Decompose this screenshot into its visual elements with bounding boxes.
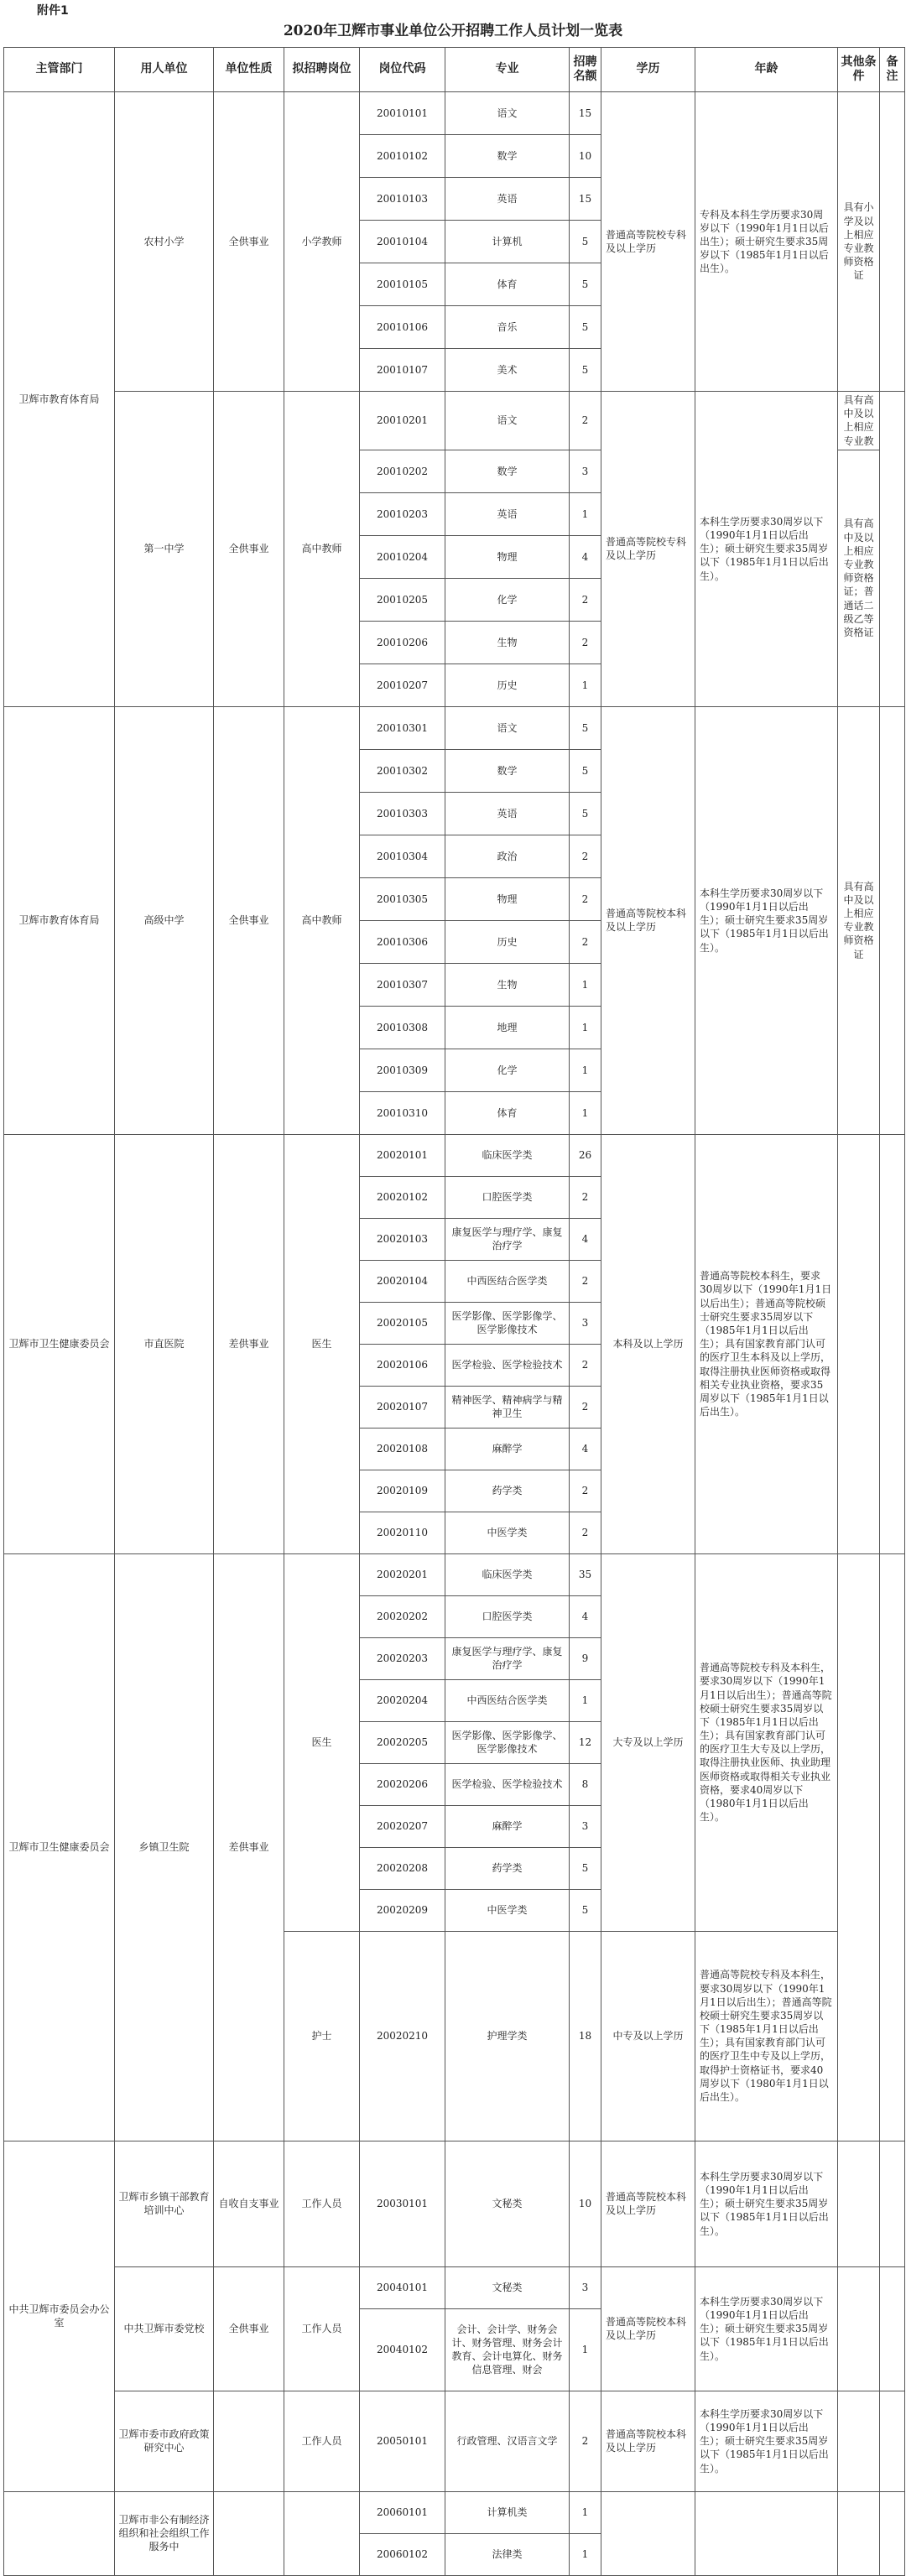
other-cell xyxy=(838,1134,880,1553)
count-cell: 1 xyxy=(570,2533,601,2575)
header-cell: 招聘名额 xyxy=(570,48,601,92)
unit-cell: 卫辉市非公有制经济组织和社会组织工作服务中 xyxy=(115,2491,214,2575)
code-cell: 20020202 xyxy=(360,1595,445,1637)
code-cell: 20020205 xyxy=(360,1721,445,1763)
major-cell: 数学 xyxy=(445,135,570,178)
remark-cell xyxy=(880,2391,905,2491)
position-cell xyxy=(284,2491,360,2575)
education-cell: 中专及以上学历 xyxy=(601,1931,695,2141)
major-cell: 口腔医学类 xyxy=(445,1595,570,1637)
count-cell: 2 xyxy=(570,1470,601,1512)
education-cell: 普通高等院校本科及以上学历 xyxy=(601,2391,695,2491)
code-cell: 20010304 xyxy=(360,835,445,877)
unit-type-cell: 全供事业 xyxy=(214,706,284,1134)
code-cell: 20020108 xyxy=(360,1428,445,1470)
major-cell: 物理 xyxy=(445,535,570,578)
remark-cell xyxy=(880,2491,905,2575)
code-cell: 20020106 xyxy=(360,1344,445,1386)
remark-cell xyxy=(880,92,905,392)
count-cell: 10 xyxy=(570,135,601,178)
major-cell: 文秘类 xyxy=(445,2141,570,2266)
major-cell: 化学 xyxy=(445,1049,570,1091)
count-cell: 5 xyxy=(570,221,601,263)
count-cell: 4 xyxy=(570,1428,601,1470)
code-cell: 20050101 xyxy=(360,2391,445,2491)
age-cell: 普通高等院校本科生，要求30周岁以下（1990年1月1日以后出生）；普通高等院校硕士研究生要求35周岁以下（1985年1月1日以后出生）；具有国家教育部门认可的医疗卫生本科及以上学历，取得注册执业医师资格或取得相关专业执业资格，要求35周岁以下（1985年1月1日以后出生）。 xyxy=(695,1134,838,1553)
count-cell: 3 xyxy=(570,450,601,492)
code-cell: 20020208 xyxy=(360,1847,445,1889)
count-cell: 26 xyxy=(570,1134,601,1176)
position-cell: 医生 xyxy=(284,1553,360,1931)
major-cell: 中医学类 xyxy=(445,1889,570,1931)
unit-type-cell: 差供事业 xyxy=(214,1134,284,1553)
position-cell: 高中教师 xyxy=(284,392,360,707)
remark-cell xyxy=(880,2266,905,2391)
table-row xyxy=(4,1553,905,1595)
major-cell: 地理 xyxy=(445,1006,570,1049)
position-cell: 工作人员 xyxy=(284,2266,360,2391)
major-cell: 体育 xyxy=(445,263,570,306)
table-row xyxy=(4,2266,905,2308)
count-cell: 5 xyxy=(570,749,601,792)
major-cell: 美术 xyxy=(445,349,570,392)
code-cell: 20020104 xyxy=(360,1260,445,1302)
position-cell: 高中教师 xyxy=(284,706,360,1134)
count-cell: 8 xyxy=(570,1763,601,1805)
major-cell: 语文 xyxy=(445,392,570,450)
unit-cell: 中共卫辉市委党校 xyxy=(115,2266,214,2391)
major-cell: 护理学类 xyxy=(445,1931,570,2141)
major-cell: 化学 xyxy=(445,578,570,621)
count-cell: 2 xyxy=(570,392,601,450)
count-cell: 10 xyxy=(570,2141,601,2266)
count-cell: 1 xyxy=(570,1091,601,1134)
major-cell: 数学 xyxy=(445,450,570,492)
dept-cell: 卫辉市卫生健康委员会 xyxy=(4,1134,115,1553)
code-cell: 20020109 xyxy=(360,1470,445,1512)
code-cell: 20010204 xyxy=(360,535,445,578)
code-cell: 20010101 xyxy=(360,92,445,135)
position-cell: 工作人员 xyxy=(284,2141,360,2266)
remark-cell xyxy=(880,2141,905,2266)
code-cell: 20020105 xyxy=(360,1302,445,1344)
unit-type-cell: 差供事业 xyxy=(214,1553,284,2141)
count-cell: 9 xyxy=(570,1637,601,1679)
major-cell: 会计、会计学、财务会计、财务管理、财务会计教育、会计电算化、财务信息管理、财会 xyxy=(445,2308,570,2391)
code-cell: 20010107 xyxy=(360,349,445,392)
code-cell: 20020204 xyxy=(360,1679,445,1721)
major-cell: 生物 xyxy=(445,621,570,664)
other-cell xyxy=(838,1553,880,2141)
header-cell: 学历 xyxy=(601,48,695,92)
page-title: 2020年卫辉市事业单位公开招聘工作人员计划一览表 xyxy=(283,23,623,39)
unit-type-cell: 全供事业 xyxy=(214,92,284,392)
count-cell: 2 xyxy=(570,877,601,920)
major-cell: 医学检验、医学检验技术 xyxy=(445,1763,570,1805)
age-cell: 普通高等院校专科及本科生，要求30周岁以下（1990年1月1日以后出生）；普通高等院校硕士研究生要求35周岁以下（1985年1月1日以后出生）；具有国家教育部门认可的医疗卫生大专及以上学历，取得注册执业医师、执业助理医师资格或取得相关专业执业资格，要求40周岁以下（1980年1月1日以后出生）。 xyxy=(695,1553,838,1931)
count-cell: 5 xyxy=(570,792,601,835)
code-cell: 20010205 xyxy=(360,578,445,621)
education-cell: 普通高等院校本科及以上学历 xyxy=(601,2141,695,2266)
code-cell: 20010105 xyxy=(360,263,445,306)
count-cell: 15 xyxy=(570,92,601,135)
major-cell: 中西医结合医学类 xyxy=(445,1260,570,1302)
count-cell: 5 xyxy=(570,349,601,392)
count-cell: 1 xyxy=(570,1049,601,1091)
dept-cell xyxy=(4,2491,115,2575)
unit-type-cell xyxy=(214,2491,284,2575)
education-cell: 普通高等院校本科及以上学历 xyxy=(601,2266,695,2391)
code-cell: 20010207 xyxy=(360,664,445,706)
code-cell: 20010203 xyxy=(360,492,445,535)
count-cell: 2 xyxy=(570,1512,601,1553)
count-cell: 3 xyxy=(570,1805,601,1847)
code-cell: 20060101 xyxy=(360,2491,445,2533)
major-cell: 医学影像、医学影像学、医学影像技术 xyxy=(445,1302,570,1344)
count-cell: 5 xyxy=(570,1889,601,1931)
code-cell: 20040101 xyxy=(360,2266,445,2308)
count-cell: 5 xyxy=(570,306,601,349)
other-cell xyxy=(838,2491,880,2575)
code-cell: 20010308 xyxy=(360,1006,445,1049)
code-cell: 20020201 xyxy=(360,1553,445,1595)
header-cell: 专业 xyxy=(445,48,570,92)
code-cell: 20010103 xyxy=(360,178,445,221)
count-cell: 2 xyxy=(570,1176,601,1218)
code-cell: 20020102 xyxy=(360,1176,445,1218)
age-cell: 本科生学历要求30周岁以下（1990年1月1日以后出生）；硕士研究生要求35周岁以下（1985年1月1日以后出生）。 xyxy=(695,2266,838,2391)
code-cell: 20020210 xyxy=(360,1931,445,2141)
dept-cell: 中共卫辉市委员会办公室 xyxy=(4,2141,115,2491)
major-cell: 康复医学与理疗学、康复治疗学 xyxy=(445,1637,570,1679)
code-cell: 20010301 xyxy=(360,706,445,749)
other-cell: 具有高中及以上相应专业教师资格证；普通话二级乙等资格证 xyxy=(838,450,880,706)
code-cell: 20020101 xyxy=(360,1134,445,1176)
unit-cell: 卫辉市委市政府政策研究中心 xyxy=(115,2391,214,2491)
count-cell: 4 xyxy=(570,1218,601,1260)
major-cell: 行政管理、汉语言文学 xyxy=(445,2391,570,2491)
major-cell: 中医学类 xyxy=(445,1512,570,1553)
dept-cell: 卫辉市卫生健康委员会 xyxy=(4,1553,115,2141)
count-cell: 1 xyxy=(570,1006,601,1049)
unit-cell: 第一中学 xyxy=(115,392,214,707)
code-cell: 20010309 xyxy=(360,1049,445,1091)
code-cell: 20010102 xyxy=(360,135,445,178)
remark-cell xyxy=(880,392,905,707)
other-cell xyxy=(838,2141,880,2266)
major-cell: 音乐 xyxy=(445,306,570,349)
attachment-label: 附件1 xyxy=(37,4,69,18)
code-cell: 20060102 xyxy=(360,2533,445,2575)
unit-type-cell: 全供事业 xyxy=(214,392,284,707)
count-cell: 2 xyxy=(570,2391,601,2491)
count-cell: 12 xyxy=(570,1721,601,1763)
code-cell: 20010306 xyxy=(360,920,445,963)
code-cell: 20010310 xyxy=(360,1091,445,1134)
count-cell: 35 xyxy=(570,1553,601,1595)
count-cell: 2 xyxy=(570,1260,601,1302)
age-cell: 本科生学历要求30周岁以下（1990年1月1日以后出生）；硕士研究生要求35周岁以下（1985年1月1日以后出生）。 xyxy=(695,2141,838,2266)
major-cell: 体育 xyxy=(445,1091,570,1134)
other-cell: 具有小学及以上相应专业教师资格证 xyxy=(838,92,880,392)
count-cell: 1 xyxy=(570,963,601,1006)
major-cell: 生物 xyxy=(445,963,570,1006)
code-cell: 20020209 xyxy=(360,1889,445,1931)
count-cell: 1 xyxy=(570,664,601,706)
position-cell: 医生 xyxy=(284,1134,360,1553)
major-cell: 口腔医学类 xyxy=(445,1176,570,1218)
remark-cell xyxy=(880,706,905,1134)
major-cell: 药学类 xyxy=(445,1847,570,1889)
unit-type-cell: 全供事业 xyxy=(214,2266,284,2391)
header-cell: 年龄 xyxy=(695,48,838,92)
code-cell: 20020206 xyxy=(360,1763,445,1805)
major-cell: 文秘类 xyxy=(445,2266,570,2308)
education-cell xyxy=(601,2491,695,2575)
position-cell: 小学教师 xyxy=(284,92,360,392)
major-cell: 物理 xyxy=(445,877,570,920)
major-cell: 中西医结合医学类 xyxy=(445,1679,570,1721)
unit-cell: 市直医院 xyxy=(115,1134,214,1553)
code-cell: 20010104 xyxy=(360,221,445,263)
count-cell: 18 xyxy=(570,1931,601,2141)
remark-cell xyxy=(880,1553,905,2141)
major-cell: 药学类 xyxy=(445,1470,570,1512)
major-cell: 历史 xyxy=(445,664,570,706)
table-row xyxy=(4,392,905,450)
count-cell: 3 xyxy=(570,1302,601,1344)
header-cell: 拟招聘岗位 xyxy=(284,48,360,92)
count-cell: 2 xyxy=(570,621,601,664)
count-cell: 5 xyxy=(570,263,601,306)
major-cell: 法律类 xyxy=(445,2533,570,2575)
education-cell: 普通高等院校专科及以上学历 xyxy=(601,392,695,707)
count-cell: 5 xyxy=(570,1847,601,1889)
age-cell xyxy=(695,2491,838,2575)
education-cell: 本科及以上学历 xyxy=(601,1134,695,1553)
count-cell: 2 xyxy=(570,1386,601,1428)
dept-cell: 卫辉市教育体育局 xyxy=(4,92,115,707)
age-cell: 本科生学历要求30周岁以下（1990年1月1日以后出生）；硕士研究生要求35周岁以下（1985年1月1日以后出生）。 xyxy=(695,706,838,1134)
code-cell: 20010307 xyxy=(360,963,445,1006)
major-cell: 临床医学类 xyxy=(445,1134,570,1176)
major-cell: 数学 xyxy=(445,749,570,792)
count-cell: 2 xyxy=(570,1344,601,1386)
table-row xyxy=(4,2491,905,2533)
major-cell: 政治 xyxy=(445,835,570,877)
age-cell: 本科生学历要求30周岁以下（1990年1月1日以后出生）；硕士研究生要求35周岁以下（1985年1月1日以后出生）。 xyxy=(695,2391,838,2491)
code-cell: 20020203 xyxy=(360,1637,445,1679)
code-cell: 20010305 xyxy=(360,877,445,920)
recruitment-table xyxy=(3,47,905,2576)
unit-cell: 卫辉市乡镇干部教育培训中心 xyxy=(115,2141,214,2266)
header-cell: 单位性质 xyxy=(214,48,284,92)
count-cell: 1 xyxy=(570,1679,601,1721)
code-cell: 20020107 xyxy=(360,1386,445,1428)
code-cell: 20010201 xyxy=(360,392,445,450)
major-cell: 医学影像、医学影像学、医学影像技术 xyxy=(445,1721,570,1763)
major-cell: 医学检验、医学检验技术 xyxy=(445,1344,570,1386)
position-cell: 工作人员 xyxy=(284,2391,360,2491)
other-cell: 具有高中及以上相应专业教师资格证 xyxy=(838,706,880,1134)
code-cell: 20030101 xyxy=(360,2141,445,2266)
other-cell xyxy=(838,2391,880,2491)
major-cell: 临床医学类 xyxy=(445,1553,570,1595)
count-cell: 15 xyxy=(570,178,601,221)
code-cell: 20040102 xyxy=(360,2308,445,2391)
count-cell: 2 xyxy=(570,578,601,621)
count-cell: 4 xyxy=(570,535,601,578)
count-cell: 2 xyxy=(570,835,601,877)
major-cell: 麻醉学 xyxy=(445,1805,570,1847)
age-cell: 本科生学历要求30周岁以下（1990年1月1日以后出生）；硕士研究生要求35周岁以下（1985年1月1日以后出生）。 xyxy=(695,392,838,707)
table-row xyxy=(4,2141,905,2266)
table-row xyxy=(4,706,905,749)
major-cell: 历史 xyxy=(445,920,570,963)
count-cell: 2 xyxy=(570,920,601,963)
major-cell: 计算机 xyxy=(445,221,570,263)
unit-type-cell xyxy=(214,2391,284,2491)
unit-cell: 乡镇卫生院 xyxy=(115,1553,214,2141)
age-cell: 普通高等院校专科及本科生，要求30周岁以下（1990年1月1日以后出生）；普通高等院校硕士研究生要求35周岁以下（1985年1月1日以后出生）；具有国家教育部门认可的医疗卫生中专及以上学历，取得护士资格证书，要求40周岁以下（1980年1月1日以后出生）。 xyxy=(695,1931,838,2141)
major-cell: 英语 xyxy=(445,492,570,535)
education-cell: 大专及以上学历 xyxy=(601,1553,695,1931)
count-cell: 4 xyxy=(570,1595,601,1637)
position-cell: 护士 xyxy=(284,1931,360,2141)
header-cell: 岗位代码 xyxy=(360,48,445,92)
other-cell xyxy=(838,2266,880,2391)
other-cell: 具有高中及以上相应专业教 xyxy=(838,392,880,450)
code-cell: 20010302 xyxy=(360,749,445,792)
major-cell: 康复医学与理疗学、康复治疗学 xyxy=(445,1218,570,1260)
table-row xyxy=(4,2391,905,2491)
major-cell: 麻醉学 xyxy=(445,1428,570,1470)
table-row xyxy=(4,92,905,135)
unit-type-cell: 自收自支事业 xyxy=(214,2141,284,2266)
code-cell: 20020207 xyxy=(360,1805,445,1847)
unit-cell: 高级中学 xyxy=(115,706,214,1134)
major-cell: 英语 xyxy=(445,178,570,221)
header-cell: 用人单位 xyxy=(115,48,214,92)
education-cell: 普通高等院校专科及以上学历 xyxy=(601,92,695,392)
header-cell: 其他条件 xyxy=(838,48,880,92)
remark-cell xyxy=(880,1134,905,1553)
code-cell: 20020110 xyxy=(360,1512,445,1553)
header-row xyxy=(4,48,905,92)
code-cell: 20010303 xyxy=(360,792,445,835)
code-cell: 20020103 xyxy=(360,1218,445,1260)
count-cell: 5 xyxy=(570,706,601,749)
count-cell: 1 xyxy=(570,2308,601,2391)
table-row xyxy=(4,1134,905,1176)
education-cell: 普通高等院校本科及以上学历 xyxy=(601,706,695,1134)
count-cell: 1 xyxy=(570,2491,601,2533)
code-cell: 20010106 xyxy=(360,306,445,349)
count-cell: 3 xyxy=(570,2266,601,2308)
header-cell: 主管部门 xyxy=(4,48,115,92)
unit-cell: 农村小学 xyxy=(115,92,214,392)
major-cell: 精神医学、精神病学与精神卫生 xyxy=(445,1386,570,1428)
count-cell: 1 xyxy=(570,492,601,535)
code-cell: 20010206 xyxy=(360,621,445,664)
code-cell: 20010202 xyxy=(360,450,445,492)
header-cell: 备注 xyxy=(880,48,905,92)
major-cell: 语文 xyxy=(445,92,570,135)
dept-cell: 卫辉市教育体育局 xyxy=(4,706,115,1134)
major-cell: 计算机类 xyxy=(445,2491,570,2533)
major-cell: 英语 xyxy=(445,792,570,835)
major-cell: 语文 xyxy=(445,706,570,749)
age-cell: 专科及本科生学历要求30周岁以下（1990年1月1日以后出生）；硕士研究生要求35周岁以下（1985年1月1日以后出生）。 xyxy=(695,92,838,392)
